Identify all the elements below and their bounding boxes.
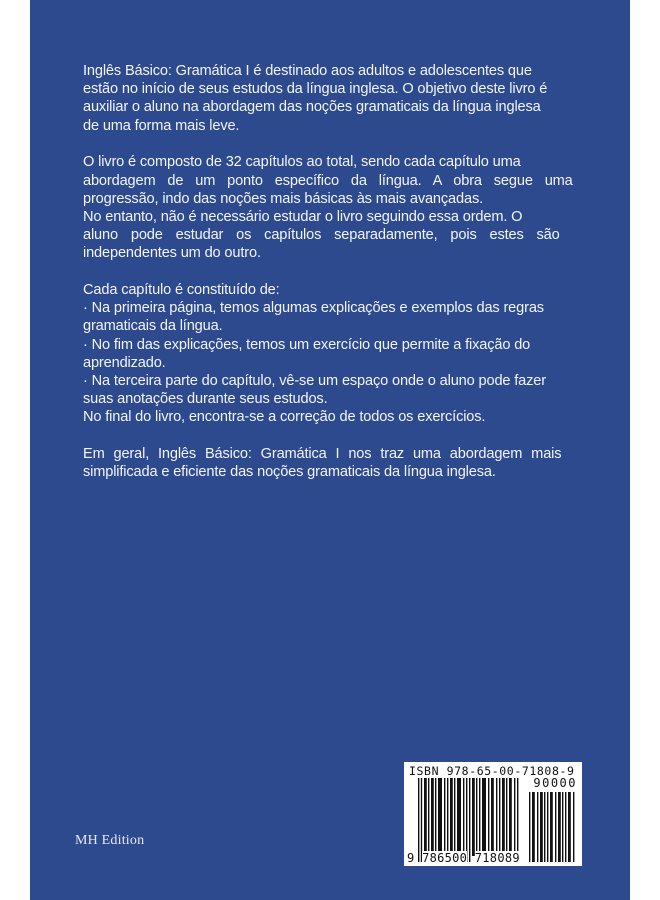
text-line: aprendizado. <box>83 354 166 371</box>
text-line: No final do livro, encontra-se a correção de todos os exercícios. <box>83 409 486 426</box>
text-line: Cada capítulo é constituído de: <box>83 282 280 299</box>
paragraph-spacer <box>83 263 577 282</box>
bullet-line: · Na primeira página, temos algumas explicações e exemplos das regras <box>83 300 544 317</box>
description-paragraph-1 <box>83 62 577 135</box>
ean-number <box>407 851 520 865</box>
barcode-bars-icon <box>418 778 520 862</box>
publisher-name: MH Edition <box>75 833 145 848</box>
ean-prefix: 9 <box>407 851 415 865</box>
back-cover <box>30 0 630 900</box>
paragraph-spacer <box>83 135 577 154</box>
text-line: Em geral, Inglês Básico: Gramática I nos traz uma abordagem mais <box>83 446 562 463</box>
text-line: estão no início de seus estudos da língua inglesa. O objetivo deste livro é <box>83 81 548 98</box>
text-line: suas anotações durante seus estudos. <box>83 391 328 408</box>
barcode-addon-label: 90000 <box>533 776 577 790</box>
text-line: abordagem de um ponto específico da língua. A obra segue uma <box>83 172 573 189</box>
text-line: O livro é composto de 32 capítulos ao total, sendo cada capítulo uma <box>83 154 521 171</box>
isbn-barcode <box>404 762 582 866</box>
ean-group-1: 786500 <box>422 851 468 865</box>
text-line: Inglês Básico: Gramática I é destinado aos adultos e adolescentes que <box>83 63 532 79</box>
text-line: progressão, indo das noções mais básicas às mais avançadas. <box>83 190 483 207</box>
text-line: aluno pode estudar os capítulos separadamente, pois estes são <box>83 227 560 244</box>
text-line: independentes um do outro. <box>83 245 261 262</box>
description-paragraph-3 <box>83 281 577 427</box>
book-description <box>83 62 577 482</box>
description-paragraph-2 <box>83 153 577 262</box>
ean-group-2: 718089 <box>474 851 520 865</box>
description-paragraph-4 <box>83 445 577 481</box>
bullet-line: · Na terceira parte do capítulo, vê-se um espaço onde o aluno pode fazer <box>83 373 546 390</box>
text-line: No entanto, não é necessário estudar o livro seguindo essa ordem. O <box>83 208 523 225</box>
paragraph-spacer <box>83 427 577 446</box>
bullet-line: · No fim das explicações, temos um exercício que permite a fixação do <box>83 336 531 353</box>
barcode-addon-bars-icon <box>529 792 577 862</box>
text-line: gramaticais da língua. <box>83 318 223 335</box>
text-line: simplificada e eficiente das noções gramaticais da língua inglesa. <box>83 464 496 481</box>
isbn-label: ISBN 978-65-00-71808-9 <box>409 764 575 778</box>
text-line: auxiliar o aluno na abordagem das noções gramaticais da língua inglesa <box>83 99 541 116</box>
text-line: de uma forma mais leve. <box>83 117 240 134</box>
